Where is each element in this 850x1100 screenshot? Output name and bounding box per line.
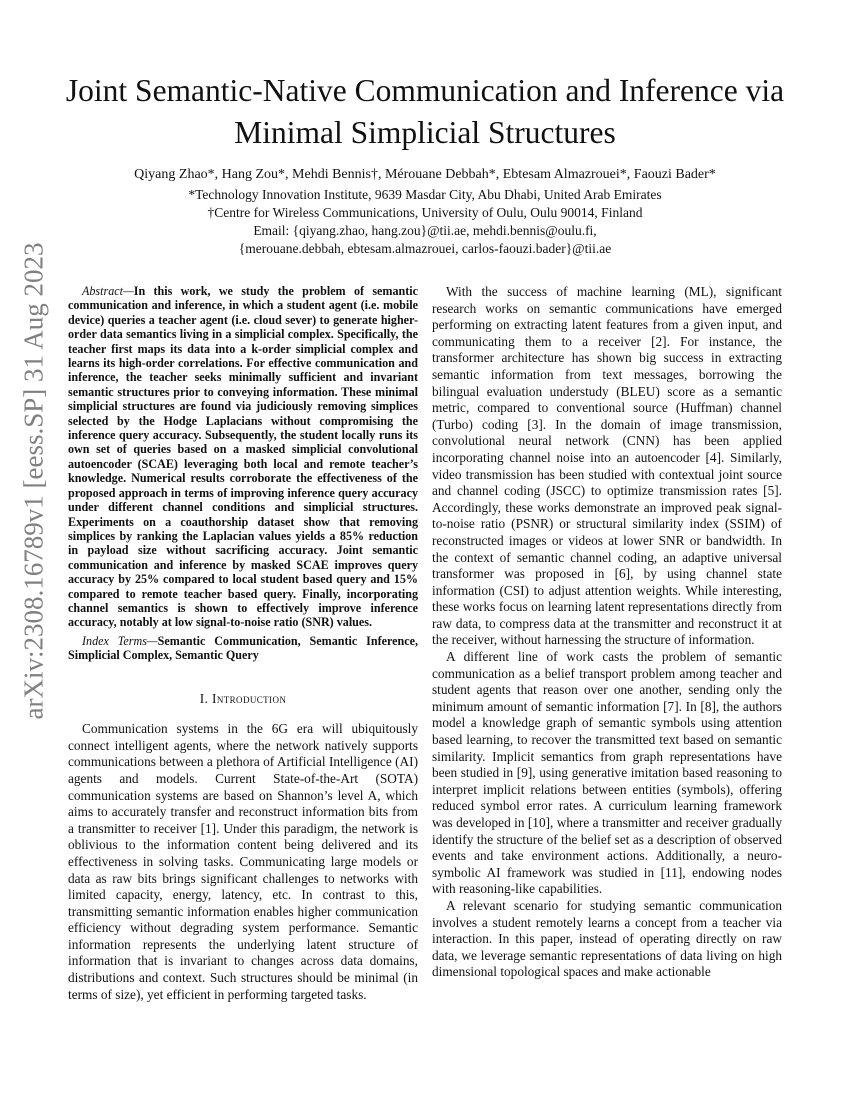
section-title: Introduction — [212, 690, 287, 706]
arxiv-id-text: arXiv:2308.16789v1 [eess.SP] 31 Aug 2023 — [18, 242, 49, 720]
abstract — [68, 284, 418, 630]
body-paragraph-1: With the success of machine learning (ML), significant research works on semantic communications have emerged performing on extracting latent features from a given input, and communicating them to a receiver [2]. For instance, the transformer architecture has shown big success in extracting semantic information from text messages, borrowing the bilingual evaluation understudy (BLEU) score as a semantic metric, compared to conventional source (Huffman) channel (Turbo) coding [3]. In the domain of image transmission, convolutional neural network (CNN) has been applied incorporating channel noise into an autoencoder [4]. Similarly, video transmission has been studied with contextual joint source and channel coding (JSCC) to optimize transmission rates [5]. Accordingly, these works demonstrate an improved peak signal-to-noise ratio (PSNR) or structural similarity index (SSIM) of reconstructed images or videos at lower SNR or bandwidth. In the context of semantic channel coding, an adaptive universal transformer was proposed in [6], by using channel state information (CSI) to adjust attention weights. While interesting, these works focus on learning latent representations directly from raw data, to compress data at the transmitter and reconstruct it at the receiver, without harnessing the structure of information. — [432, 284, 782, 648]
index-terms — [68, 634, 418, 663]
section-number: I. — [199, 690, 213, 706]
arxiv-identifier-stamp — [4, 242, 64, 720]
section-heading-introduction — [68, 691, 418, 708]
email-line-1: Email: {qiyang.zhao, hang.zou}@tii.ae, mehdi.bennis@oulu.fi, — [253, 223, 597, 238]
affiliation-tii: *Technology Innovation Institute, 9639 Masdar City, Abu Dhabi, United Arab Emirates — [188, 187, 662, 202]
right-column — [432, 284, 782, 981]
intro-paragraph-1: Communication systems in the 6G era will ubiquitously connect intelligent agents, where the network natively supports communications between a plethora of Artificial Intelligence (AI) agents and models. Current State-of-the-Art (SOTA) communication systems are based on Shannon’s level A, which aims to accurately transfer and reconstruct information bits from a transmitter to receiver [1]. Under this paradigm, the network is oblivious to the information content being delivered and its effectiveness in solving tasks. Communicating large models or data as raw bits brings significant challenges to networks with limited capacity, energy, latency, etc. In contrast to this, transmitting semantic information enables higher communication efficiency without degrading system performance. Semantic information represents the underlying latent structure of information that is invariant to changes across data domains, distributions and context. Such structures should be minimal (in terms of size), yet efficient in performing targeted tasks. — [68, 721, 418, 1002]
index-terms-text: Semantic Communication, Semantic Inference, Simplicial Complex, Semantic Query — [68, 633, 418, 663]
abstract-label: Abstract— — [82, 284, 134, 298]
body-paragraph-3: A relevant scenario for studying semantic communication involves a student remotely learns a concept from a teacher via interaction. In this paper, instead of operating directly on raw data, we leverage semantic representations of data living on high dimensional topological spaces and make actionable — [432, 897, 782, 980]
abstract-text: In this work, we study the problem of semantic communication and inference, in which a student agent (i.e. mobile device) queries a teacher agent (i.e. cloud sever) to generate higher-order data semantics living in a simplicial complex. Specifically, the teacher first maps its data into a k-order simplicial complex and learns its high-order correlations. For effective communication and inference, the teacher seeks minimally sufficient and invariant semantic structures prior to conveying information. These minimal simplicial structures are found via judiciously removing simplices selected by the Hodge Laplacians without compromising the inference query accuracy. Subsequently, the student locally runs its own set of queries based on a masked simplicial convolutional autoencoder (SCAE) leveraging both local and remote teacher’s knowledge. Numerical results corroborate the effectiveness of the proposed approach in terms of improving inference query accuracy under different channel conditions and simplicial structures. Experiments on a coauthorship dataset show that removing simplices by ranking the Laplacian values yields a 85% reduction in payload size without sacrificing accuracy. Joint semantic communication and inference by masked SCAE improves query accuracy by 25% compared to local student based query and 15% compared to remote teacher based query. Finally, incorporating channel semantics is shown to effectively improve inference accuracy, notably at low signal-to-noise ratio (SNR) values. — [68, 284, 418, 630]
affiliation-oulu: †Centre for Wireless Communications, University of Oulu, Oulu 90014, Finland — [207, 205, 643, 220]
index-terms-label: Index Terms— — [82, 633, 158, 648]
left-column — [68, 284, 418, 1003]
paper-title: Joint Semantic-Native Communication and Inference via Minimal Simplicial Structures — [65, 73, 785, 150]
email-line-2: {merouane.debbah, ebtesam.almazrouei, carlos-faouzi.bader}@tii.ae — [238, 241, 612, 256]
body-paragraph-2: A different line of work casts the problem of semantic communication as a belief transport problem among teacher and student agents that reason over one another, sending only the minimum amount of semantic information [7]. In [8], the authors model a knowledge graph of semantic symbols using attention based learning, to recover the transmitted text based on semantic similarity. Implicit semantics from graph representations have been studied in [9], using generative imitation based reasoning to interpret implicit relations between entities (symbols), offering reduced symbol error rates. A curriculum learning framework was developed in [10], where a transmitter and receiver gradually identify the structure of the belief set as a description of observed events and take environment actions. Additionally, a neuro-symbolic AI framework was studied in [11], endowing nodes with reasoning-like capabilities. — [432, 649, 782, 897]
author-list: Qiyang Zhao*, Hang Zou*, Mehdi Bennis†, Mérouane Debbah*, Ebtesam Almazrouei*, Faouzi Bader* — [134, 167, 716, 182]
